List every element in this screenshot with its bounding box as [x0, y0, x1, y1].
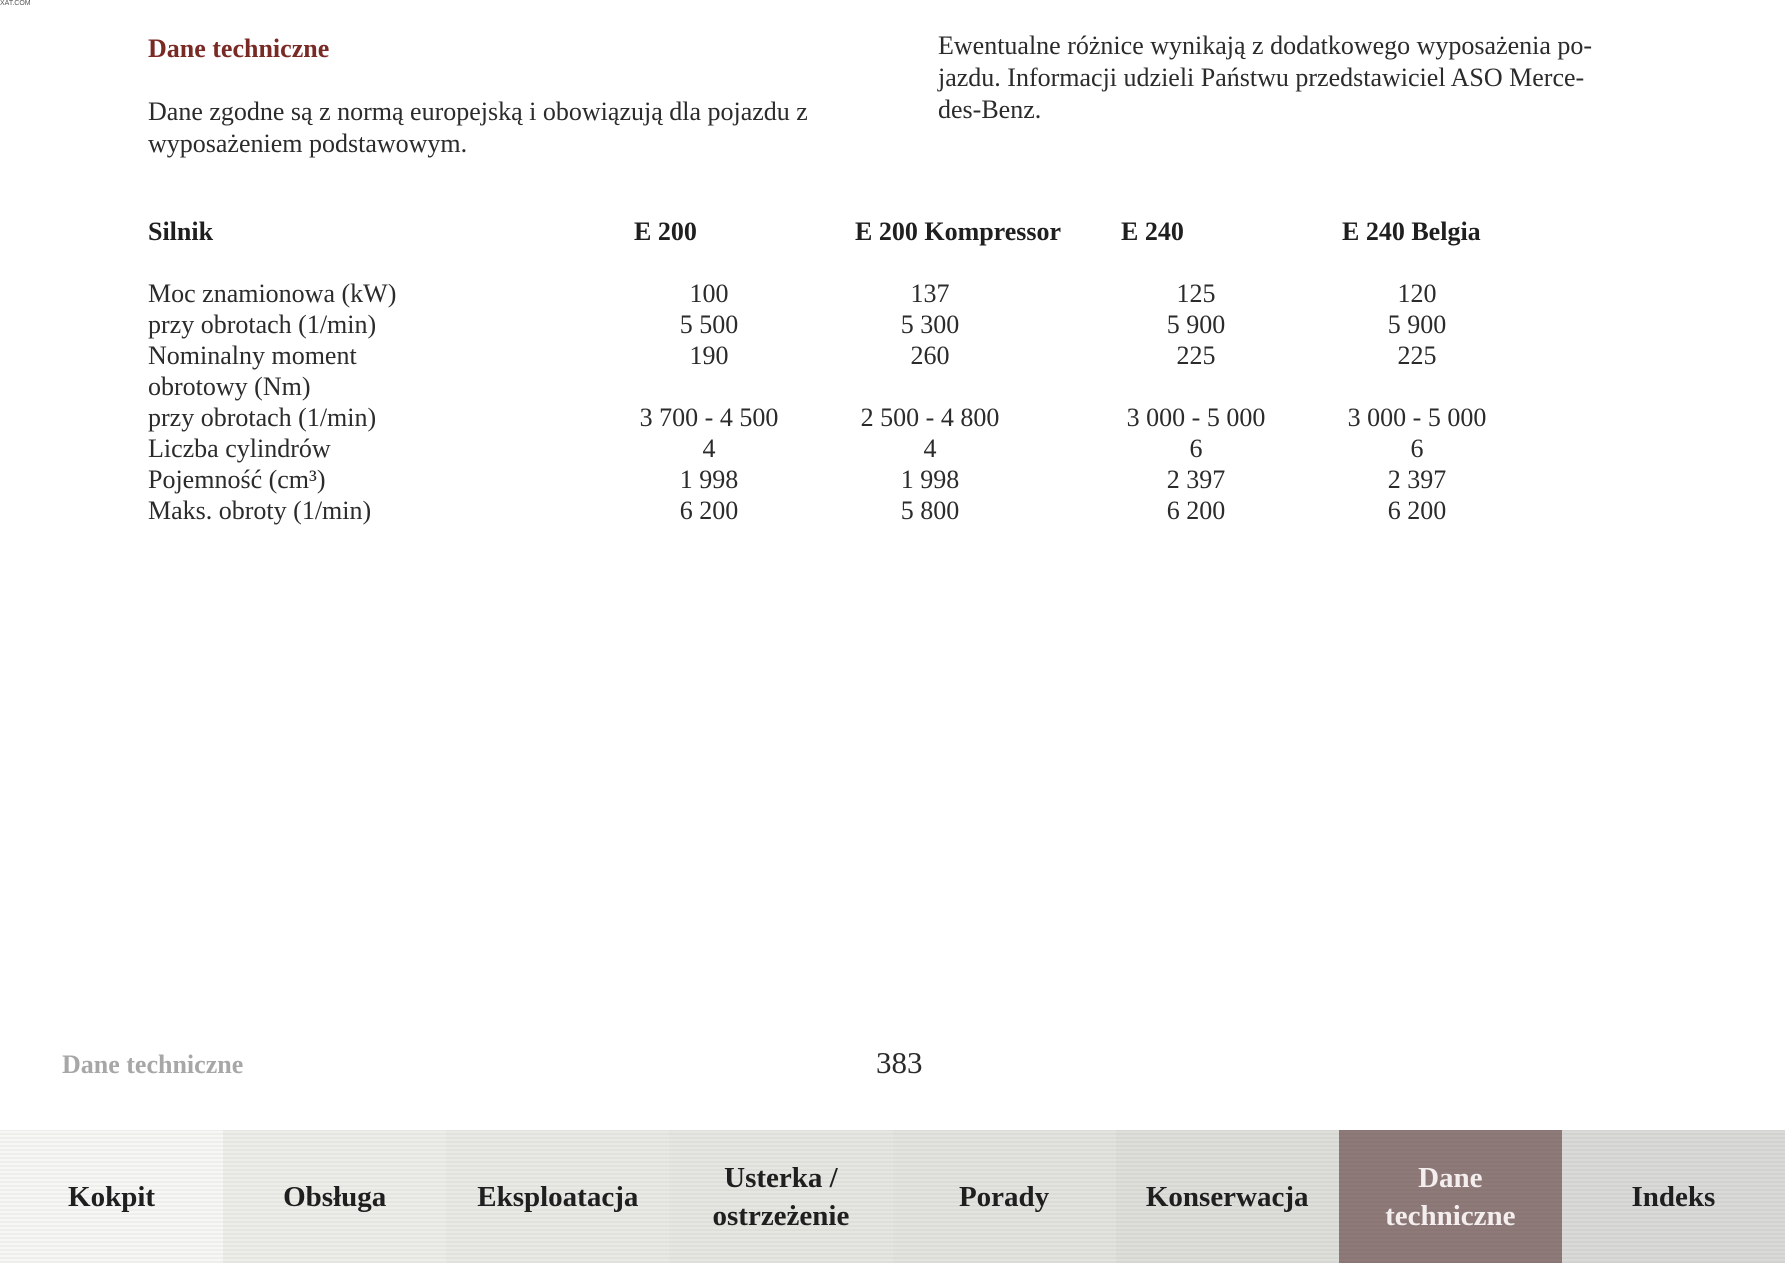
- value-cell: 2 500 - 4 800: [860, 403, 1000, 432]
- tab-label: Eksploatacja: [477, 1180, 639, 1213]
- row-label: przy obrotach (1/min): [148, 310, 377, 339]
- tab-label: [1385, 1159, 1515, 1235]
- tab-konserwacja[interactable]: [1116, 1130, 1339, 1263]
- tab-label: Konserwacja: [1145, 1180, 1309, 1213]
- tab-label-line: Usterka /: [724, 1161, 838, 1194]
- row-label: Moc znamionowa (kW): [148, 279, 397, 308]
- tab-eksploatacja[interactable]: [446, 1130, 669, 1263]
- intro-line: jazdu. Informacji udzieli Państwu przedstawiciel ASO Merce-: [938, 63, 1585, 92]
- header-cell: E 200: [634, 217, 697, 246]
- header-cell: Silnik: [148, 217, 214, 246]
- row-label: obrotowy (Nm): [148, 372, 311, 401]
- value-cell: 100: [689, 279, 729, 308]
- tab-obsluga[interactable]: [223, 1130, 446, 1263]
- value-cell: 3 000 - 5 000: [1126, 403, 1266, 432]
- value-cell: 5 300: [900, 310, 960, 339]
- value-cell: 5 900: [1166, 310, 1226, 339]
- tab-label-line: ostrzeżenie: [712, 1199, 850, 1232]
- value-cell: 225: [1176, 341, 1216, 370]
- tab-porady[interactable]: [893, 1130, 1116, 1263]
- tab-label: Indeks: [1631, 1180, 1716, 1213]
- value-cell: 6 200: [679, 496, 739, 525]
- value-cell: 1 998: [679, 465, 739, 494]
- intro-left-paragraph: [148, 96, 888, 160]
- value-cell: 6: [1189, 434, 1203, 463]
- row-label: Liczba cylindrów: [148, 434, 331, 463]
- intro-line: Dane zgodne są z normą europejską i obowiązują dla pojazdu z: [148, 97, 808, 126]
- value-cell: 5 900: [1387, 310, 1447, 339]
- tab-label: Obsługa: [283, 1180, 387, 1213]
- value-cell: 190: [689, 341, 729, 370]
- tab-dane-techniczne[interactable]: [1339, 1130, 1562, 1263]
- header-cell: E 240 Belgia: [1342, 217, 1481, 246]
- watermark: XAT.COM: [0, 0, 31, 7]
- row-label: przy obrotach (1/min): [148, 403, 377, 432]
- tab-label-line: techniczne: [1385, 1199, 1516, 1232]
- tab-usterka-ostrzezenie[interactable]: [669, 1130, 892, 1263]
- header-cell: E 240: [1121, 217, 1184, 246]
- tab-label-line: Dane: [1418, 1161, 1483, 1194]
- value-cell: 125: [1176, 279, 1216, 308]
- value-cell: 5 800: [900, 496, 960, 525]
- page-number: 383: [876, 1045, 923, 1080]
- value-cell: 2 397: [1387, 465, 1447, 494]
- value-cell: 1 998: [900, 465, 960, 494]
- intro-line: wyposażeniem podstawowym.: [148, 129, 468, 158]
- row-label: Maks. obroty (1/min): [148, 496, 372, 525]
- tab-kokpit[interactable]: [0, 1130, 223, 1263]
- value-cell: 6: [1410, 434, 1424, 463]
- tab-indeks[interactable]: [1562, 1130, 1785, 1263]
- intro-right-paragraph: [938, 30, 1658, 126]
- header-cell: E 200 Kompressor: [855, 217, 1062, 246]
- value-cell: 3 000 - 5 000: [1347, 403, 1487, 432]
- value-cell: 137: [910, 279, 950, 308]
- value-cell: 4: [702, 434, 716, 463]
- intro-line: des-Benz.: [938, 95, 1042, 124]
- intro-line: Ewentualne różnice wynikają z dodatkowego wyposażenia po-: [938, 31, 1593, 60]
- value-cell: 5 500: [679, 310, 739, 339]
- value-cell: 6 200: [1166, 496, 1226, 525]
- tab-label: Kokpit: [68, 1180, 156, 1213]
- value-cell: 6 200: [1387, 496, 1447, 525]
- value-cell: 120: [1397, 279, 1437, 308]
- section-title: Dane techniczne: [148, 34, 330, 63]
- row-label: Pojemność (cm³): [148, 465, 326, 494]
- chapter-tab-bar: [0, 1130, 1785, 1263]
- footer-section-label: Dane techniczne: [62, 1050, 244, 1079]
- tab-label: Porady: [958, 1180, 1050, 1213]
- value-cell: 260: [910, 341, 950, 370]
- value-cell: 4: [923, 434, 937, 463]
- row-label: Nominalny moment: [148, 341, 357, 370]
- value-cell: 2 397: [1166, 465, 1226, 494]
- tab-label: [713, 1159, 850, 1235]
- value-cell: 225: [1397, 341, 1437, 370]
- value-cell: 3 700 - 4 500: [639, 403, 779, 432]
